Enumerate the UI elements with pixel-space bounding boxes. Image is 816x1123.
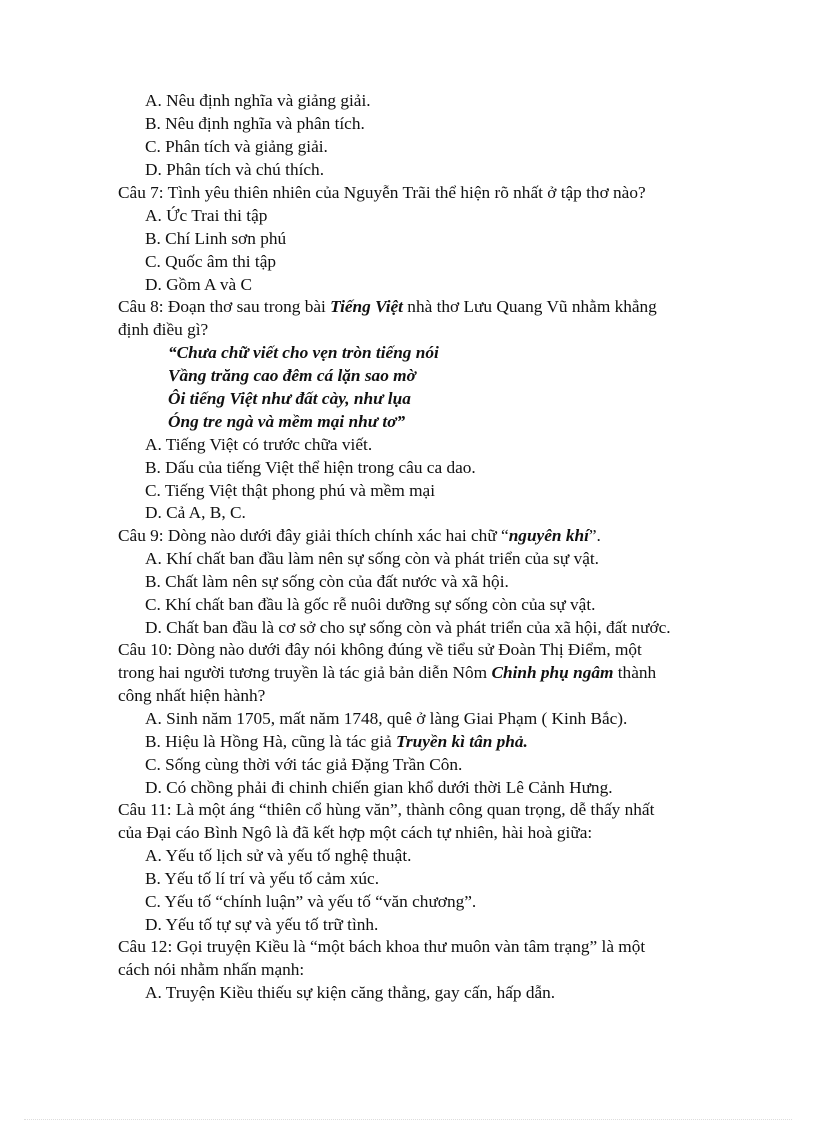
q10-stem-line3: công nhất hiện hành? — [118, 686, 266, 705]
q8-option-d: D. Cả A, B, C. — [145, 503, 246, 522]
q10-stem-line2-pre: trong hai người tương truyền là tác giả bản diễn Nôm — [118, 663, 492, 682]
q6-option-b: B. Nêu định nghĩa và phân tích. — [145, 114, 365, 133]
q8-poem-line-4: Óng tre ngà và mềm mại như tơ” — [168, 412, 406, 431]
page-bottom-divider — [24, 1119, 792, 1120]
q8-poem-line-2: Vầng trăng cao đêm cá lặn sao mờ — [168, 366, 416, 385]
q9-option-c: C. Khí chất ban đầu là gốc rễ nuôi dưỡng sự sống còn của sự vật. — [145, 595, 596, 614]
q8-stem-line2: định điều gì? — [118, 320, 209, 339]
q11-option-c: C. Yếu tố “chính luận” và yếu tố “văn chương”. — [145, 892, 477, 911]
q10-stem-line1: Câu 10: Dòng nào dưới đây nói không đúng về tiểu sử Đoàn Thị Điểm, một — [118, 640, 642, 659]
q10-stem-line2-post: thành — [613, 663, 657, 682]
q9-option-b: B. Chất làm nên sự sống còn của đất nước và xã hội. — [145, 572, 509, 591]
q9-stem-pre: Câu 9: Dòng nào dưới đây giải thích chính xác hai chữ “ — [118, 526, 509, 545]
q8-stem — [118, 296, 657, 319]
q6-option-d: D. Phân tích và chú thích. — [145, 160, 325, 179]
q10-option-c: C. Sống cùng thời với tác giả Đặng Trần Côn. — [145, 755, 463, 774]
q10-option-b-pre: B. Hiệu là Hồng Hà, cũng là tác giả — [145, 732, 396, 751]
q12-stem-line1: Câu 12: Gọi truyện Kiều là “một bách khoa thư muôn vàn tâm trạng” là một — [118, 937, 646, 956]
q8-poem-line-1: “Chưa chữ viết cho vẹn tròn tiếng nói — [168, 343, 439, 362]
q9-stem-post: ”. — [588, 526, 601, 545]
q10-option-b — [145, 731, 528, 754]
q8-stem-pre: Câu 8: Đoạn thơ sau trong bài — [118, 297, 331, 316]
q8-option-b: B. Dấu của tiếng Việt thể hiện trong câu ca dao. — [145, 458, 476, 477]
q11-option-d: D. Yếu tố tự sự và yếu tố trữ tình. — [145, 915, 379, 934]
q11-option-b: B. Yếu tố lí trí và yếu tố cảm xúc. — [145, 869, 380, 888]
q10-stem-title: Chinh phụ ngâm — [491, 663, 614, 682]
q9-stem-term: nguyên khí — [508, 526, 589, 545]
q6-option-a: A. Nêu định nghĩa và giảng giải. — [145, 91, 371, 110]
q11-option-a: A. Yếu tố lịch sử và yếu tố nghệ thuật. — [145, 846, 412, 865]
q8-poem-line-3: Ôi tiếng Việt như đất cày, như lụa — [168, 389, 411, 408]
q7-option-d: D. Gồm A và C — [145, 275, 253, 294]
q8-option-c: C. Tiếng Việt thật phong phú và mềm mại — [145, 481, 436, 500]
q11-stem-line1: Câu 11: Là một áng “thiên cổ hùng văn”, thành công quan trọng, dễ thấy nhất — [118, 800, 655, 819]
q10-option-d: D. Có chồng phải đi chinh chiến gian khổ dưới thời Lê Cảnh Hưng. — [145, 778, 613, 797]
q9-option-a: A. Khí chất ban đầu làm nên sự sống còn và phát triển của sự vật. — [145, 549, 600, 568]
q12-stem-line2: cách nói nhằm nhấn mạnh: — [118, 960, 305, 979]
q12-option-a: A. Truyện Kiều thiếu sự kiện căng thẳng, gay cấn, hấp dẫn. — [145, 983, 556, 1002]
q7-option-c: C. Quốc âm thi tập — [145, 252, 277, 271]
q9-option-d: D. Chất ban đầu là cơ sở cho sự sống còn và phát triển của xã hội, đất nước. — [145, 618, 671, 637]
q7-option-b: B. Chí Linh sơn phú — [145, 229, 287, 248]
q8-stem-title: Tiếng Việt — [330, 297, 403, 316]
q11-stem-line2: của Đại cáo Bình Ngô là đã kết hợp một cách tự nhiên, hài hoà giữa: — [118, 823, 593, 842]
q9-stem — [118, 525, 601, 548]
q10-stem-line2 — [118, 662, 656, 685]
q6-option-c: C. Phân tích và giảng giải. — [145, 137, 328, 156]
q8-option-a: A. Tiếng Việt có trước chữa viết. — [145, 435, 373, 454]
q8-stem-post: nhà thơ Lưu Quang Vũ nhằm khẳng — [402, 297, 657, 316]
q7-option-a: A. Ức Trai thi tập — [145, 206, 268, 225]
q10-option-a: A. Sinh năm 1705, mất năm 1748, quê ở làng Giai Phạm ( Kinh Bắc). — [145, 709, 628, 728]
q7-stem: Câu 7: Tình yêu thiên nhiên của Nguyễn Trãi thể hiện rõ nhất ở tập thơ nào? — [118, 183, 646, 202]
q10-option-b-title: Truyền kì tân phả. — [395, 732, 528, 751]
